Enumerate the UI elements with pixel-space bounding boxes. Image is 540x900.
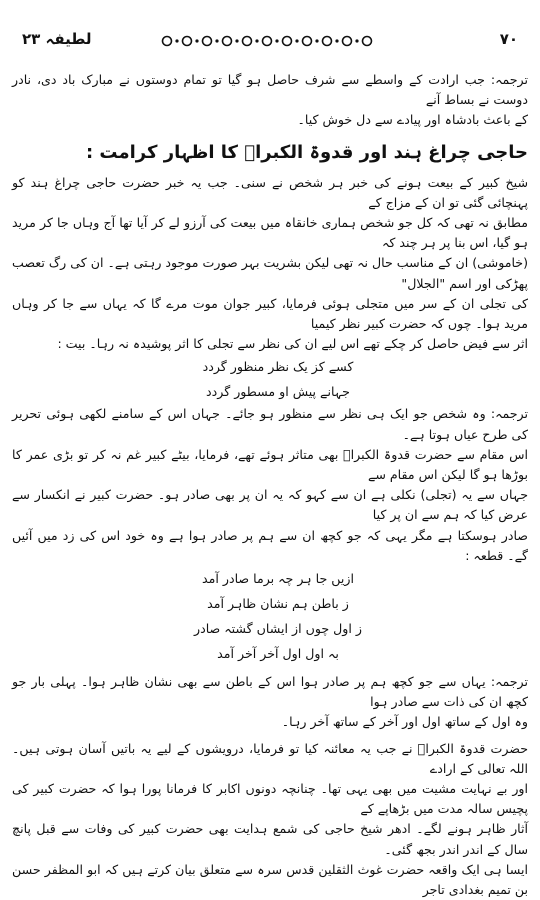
text-line: (خاموشی) ان کے مناسب حال نہ تھی لیکن بشریت بہر صورت موجود رہتی ہے۔ ان کی رگ تعصب پھڑکی اور اسم "الجلال" xyxy=(12,255,528,291)
page-header xyxy=(0,24,540,54)
text-line: مطابق نہ تھی کہ کل جو شخص ہماری خانقاہ میں بیعت کی آرزو لے کر آیا تھا آج وہاں جا کر مرید ہو گیا، اس بنا پر ہر چند کہ xyxy=(12,215,528,251)
text-line: کی تجلی ان کے سر میں متجلی ہوئی فرمایا، کبیر جوان موت مرے گا کہ یہاں سے جا کر وہاں مرید ہوا۔ چوں کہ حضرت کبیر نظر کیمیا xyxy=(12,295,528,332)
text-line: ترجمہ: وہ شخص جو ایک ہی نظر سے منظور ہو جائے۔ جہاں اس کے سامنے لکھی ہوئی تحریر کی طرح عیاں ہوتا ہے۔ xyxy=(12,406,528,442)
text-line: وہ اول کے ساتھ اول اور آخر کے ساتھ آخر رہا۔ xyxy=(281,714,528,730)
text-line: آثار ظاہر ہونے لگے۔ ادھر شیخ حاجی کی شمع ہدایت بھی حضرت کبیر کی وفات سے قبل پانچ سال کے اندر اندر بجھ گئی۔ xyxy=(12,821,528,857)
text-line: اور بے نہایت مشیت میں بھی یہی تھا۔ چنانچہ دونوں اکابر کا فرمانا پورا ہوا کہ حضرت کبیر کی پچیس سالہ مدت میں بڑھاپے کے xyxy=(12,781,528,817)
verse-line: کسے کز یک نظر منظور گردد xyxy=(202,359,354,375)
text-line: ترجمہ: یہاں سے جو کچھ ہم پر صادر ہوا اس کے باطن سے بھی نشان ظاہر ہوا۔ پہلی بار جو کچھ ان کی ذات سے صادر ہوا xyxy=(12,674,528,710)
text-line: جہاں سے یہ (تجلی) نکلی ہے ان سے کہو کہ یہ ان پر بھی صادر ہو۔ حضرت کبیر نے انکسار سے عرض کیا کہ ہم سے ان پر کیا xyxy=(12,487,528,523)
header-ornament xyxy=(160,34,375,48)
closing-paragraph xyxy=(12,739,528,900)
page-body xyxy=(12,70,528,900)
text-line: اس مقام سے حضرت قدوۃ الکبراؒ بھی متاثر ہوئے تھے، فرمایا، بیٹے کبیر غم نہ کر تو بڑی عمر کا بوڑھا ہو گا لیکن اس مقام سے xyxy=(12,446,528,483)
persian-verse-1 xyxy=(128,354,428,404)
verse-line: بہ اول اول آخر آخر آمد xyxy=(217,646,339,662)
verse-line: ز باطن ہم نشان ظاہر آمد xyxy=(207,596,349,612)
text-line: شیخ کبیر کے بیعت ہونے کی خبر ہر شخص نے سنی۔ جب یہ خبر حضرت حاجی چراغ ہند کو پہنچائی گئی تو ان کے مزاج کے xyxy=(12,174,528,210)
text-line: ترجمہ: جب ارادت کے واسطے سے شرف حاصل ہو گیا تو تمام دوستوں نے مبارک باد دی، نادر دوست نے بساط آنے xyxy=(12,72,528,108)
persian-verse-2 xyxy=(128,566,428,666)
text-line: اثر سے فیض حاصل کر چکے تھے اس لیے ان کی نظر سے تجلی کا اثر پوشیدہ نہ رہا۔ بیت : xyxy=(57,336,528,352)
section-title: لطیفہ ۲۳ xyxy=(22,30,92,48)
translation-paragraph-1 xyxy=(12,70,528,131)
text-line: کے باعث بادشاہ اور پیادے سے دل خوش کیا۔ xyxy=(297,112,528,128)
translation-paragraph-3 xyxy=(12,672,528,733)
translation-paragraph-2 xyxy=(12,404,528,566)
text-line: حضرت قدوۃ الکبراؒ نے جب یہ معائنہ کیا تو فرمایا، درویشوں کے لیے یہ باتیں آسان ہوتی ہیں۔ اللہ تعالی کے ارادے xyxy=(12,740,528,776)
text-line: ایسا ہی ایک واقعہ حضرت غوث الثقلین قدس سرہ سے متعلق بیان کرتے ہیں کہ ابو المظفر حسن بن تمیم بغدادی تاجر xyxy=(12,861,528,898)
verse-line: جہانے پیش او مسطور گردد xyxy=(206,384,350,400)
verse-line: ز اول چوں از ایشاں گشتہ صادر xyxy=(194,621,362,637)
narrative-paragraph xyxy=(12,173,528,355)
verse-line: ازیں جا ہر چہ برما صادر آمد xyxy=(202,571,354,587)
section-heading: حاجی چراغ ہند اور قدوۃ الکبراؒ کا اظہار کرامت : xyxy=(85,141,528,163)
page-number: ۷۰ xyxy=(499,30,518,48)
text-line: صادر ہوسکتا ہے مگر یہی کہ جو کچھ ان سے ہم پر صادر ہوا ہے وہ خود اس کی زد میں آئیں گے۔ قطعہ : xyxy=(12,527,528,563)
